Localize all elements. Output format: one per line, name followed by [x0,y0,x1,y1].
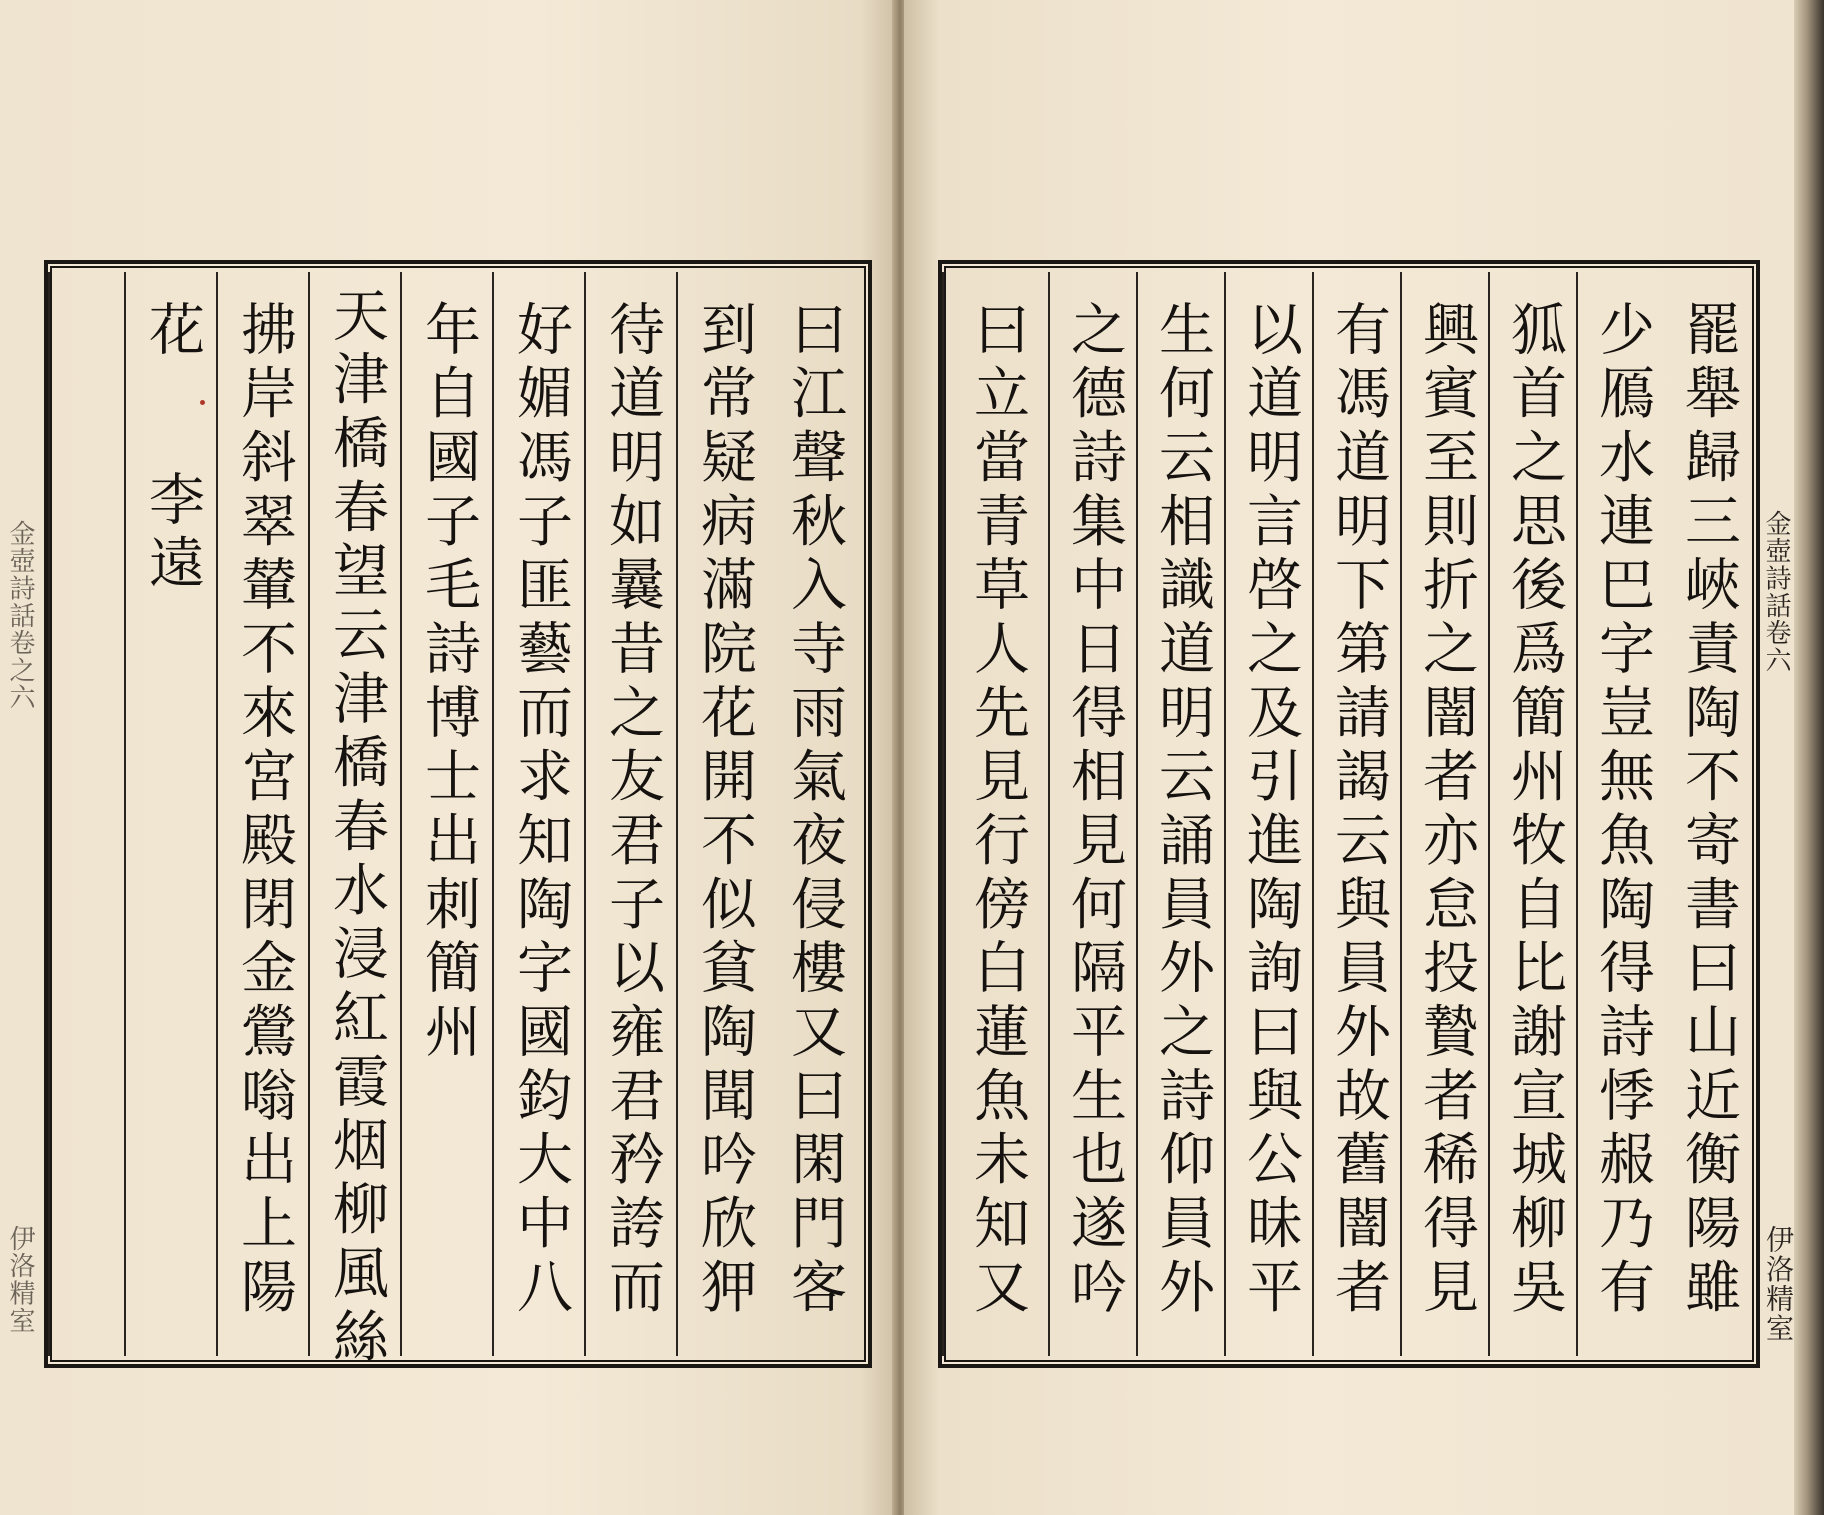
right-text-frame [938,260,1760,1368]
right-column-5: 有馮道明下第請謁云與員外故舊闇者 [1312,272,1402,1356]
right-column-7: 生何云相識道明云誦員外之詩仰員外 [1136,272,1226,1356]
right-column-9: 曰立當青草人先見行傍白蓮魚未知又 [942,272,1050,1356]
right-column-1: 罷舉歸三峽責陶不寄書曰山近衡陽雖 [1676,300,1741,1322]
left-column-5: 年自國子毛詩博士出刺簡州 [400,272,494,1356]
right-column-2: 少鴈水連巴字豈無魚陶得詩悸赧乃有 [1576,272,1666,1356]
right-column-4: 興賓至則折之闇者亦怠投贄者稀得見 [1400,272,1490,1356]
left-column-7: 拂岸斜翠輦不來宮殿閉金鶯嗡出上陽 [216,272,310,1356]
left-column-4: 好媚馮子匪藝而求知陶字國鈞大中八 [492,272,586,1356]
right-spine-title: 金壺詩話卷六 [1761,510,1791,674]
page-edge [1794,0,1824,1515]
left-column-8: 花 李遠 [124,272,218,1356]
red-punctuation-mark [200,400,205,405]
right-column-3: 狐首之思後爲簡州牧自比謝宣城柳吳 [1488,272,1578,1356]
left-column-blank [48,272,126,1356]
left-text-frame [44,260,872,1372]
right-column-8: 之德詩集中日得相見何隔平生也遂吟 [1048,272,1138,1356]
right-spine-studio: 伊洛精室 [1762,1225,1795,1343]
left-column-1: 曰江聲秋入寺雨氣夜侵樓又曰閑門客 [782,300,847,1322]
author-name: 李遠 [140,470,205,598]
right-column-6: 以道明言啓之及引進陶詢曰與公昧平 [1224,272,1314,1356]
left-spine-studio: 伊洛精室 [5,1225,35,1335]
left-spine-title: 金壺詩話卷之六 [5,520,35,712]
left-column-2: 到常疑病滿院花開不似貧陶聞吟欣狎 [676,272,770,1356]
left-column-6: 天津橋春望云津橋春水浸紅霞烟柳風絲 [308,272,402,1356]
left-column-3: 待道明如曩昔之友君子以雍君矜誇而 [584,272,678,1356]
